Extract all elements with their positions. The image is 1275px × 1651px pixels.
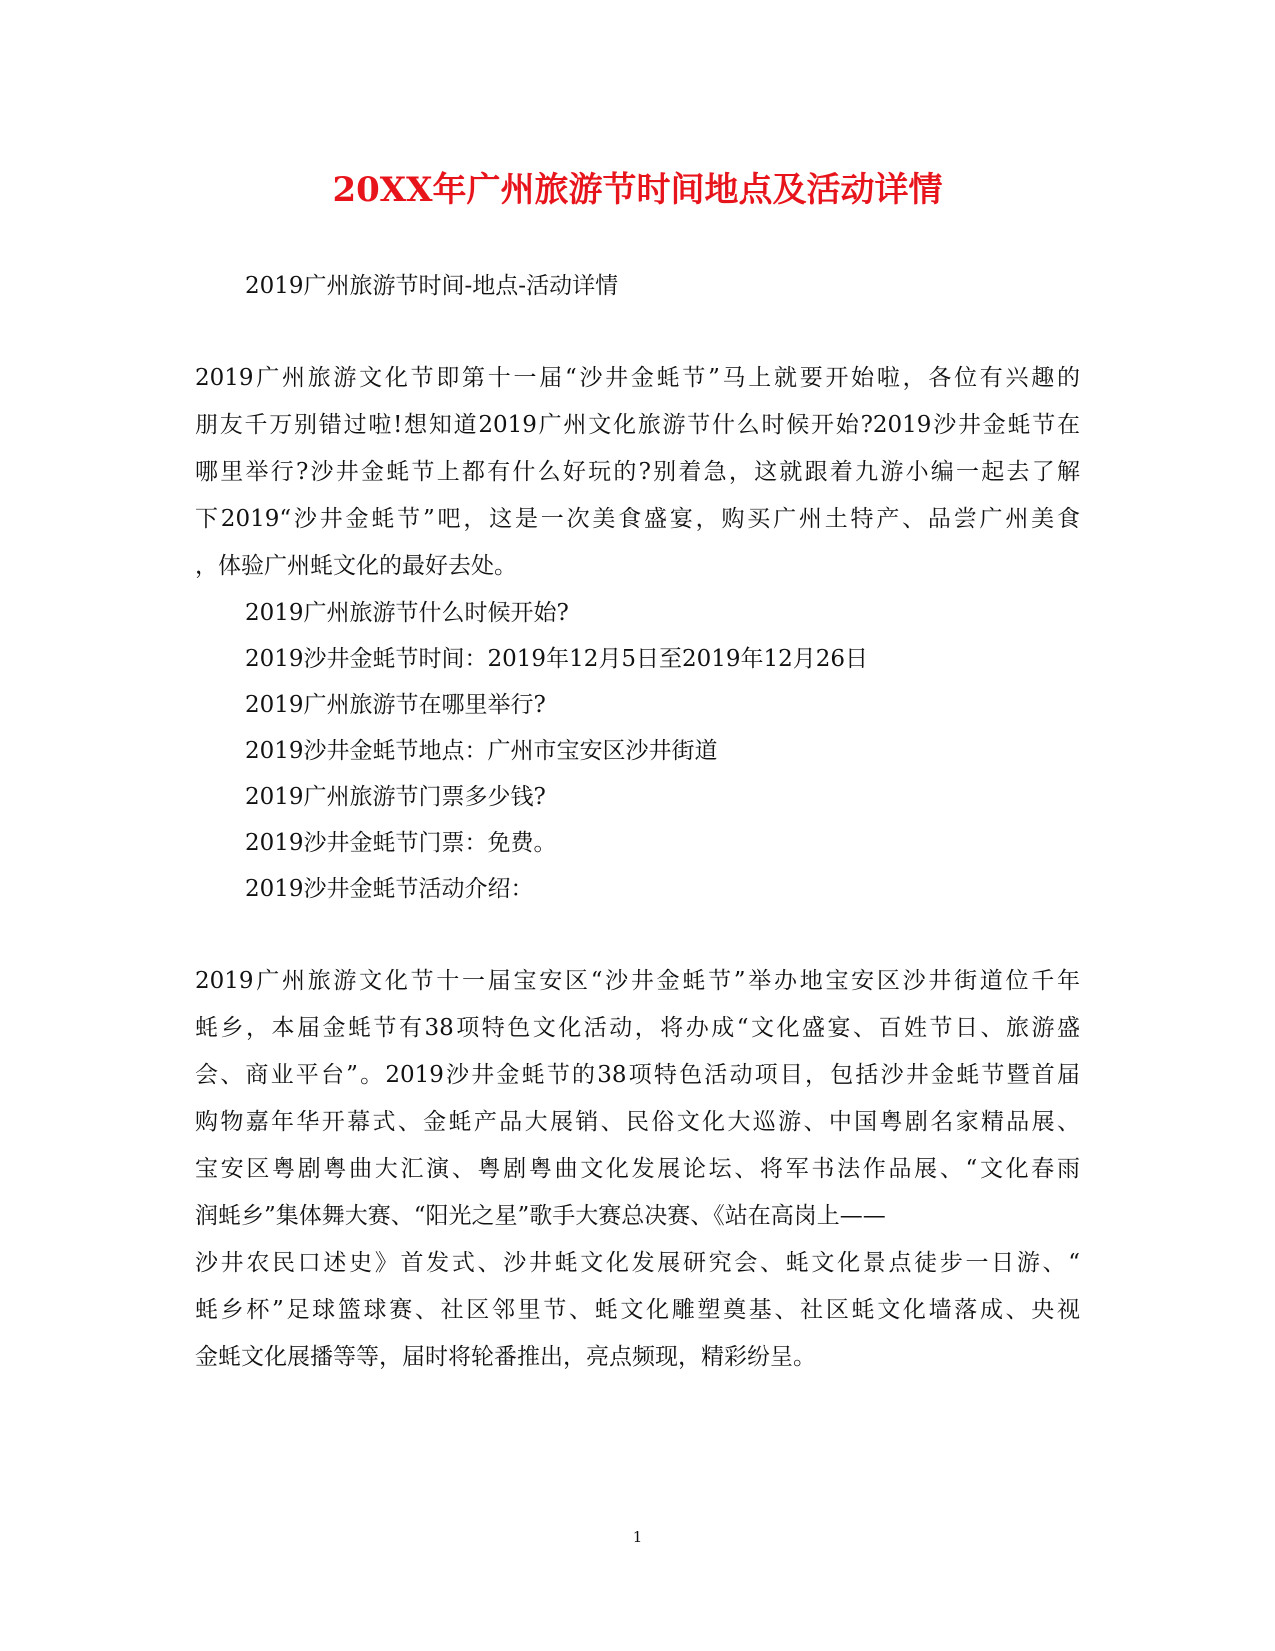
qa-line: 2019沙井金蚝节门票：免费。 xyxy=(245,830,557,856)
paragraph2-line: 金蚝文化展播等等，届时将轮番推出，亮点频现，精彩纷呈。 xyxy=(195,1344,816,1370)
page-number: 1 xyxy=(632,1528,643,1546)
paragraph2-line: 沙井农民口述史》首发式、沙井蚝文化发展研究会、蚝文化景点徒步一日游、“ xyxy=(195,1250,1080,1276)
qa-line: 2019沙井金蚝节地点：广州市宝安区沙井街道 xyxy=(245,738,718,764)
document-title: 20XX年广州旅游节时间地点及活动详情 xyxy=(332,170,943,210)
qa-line: 2019沙井金蚝节活动介绍： xyxy=(245,876,534,902)
paragraph1-line: 朋友千万别错过啦!想知道2019广州文化旅游节什么时候开始?2019沙井金蚝节在 xyxy=(195,412,1080,438)
qa-line: 2019沙井金蚝节时间：2019年12月5日至2019年12月26日 xyxy=(245,646,869,672)
paragraph2-line: 蚝乡杯”足球篮球赛、社区邻里节、蚝文化雕塑奠基、社区蚝文化墙落成、央视 xyxy=(195,1297,1080,1323)
paragraph2-line: 购物嘉年华开幕式、金蚝产品大展销、民俗文化大巡游、中国粤剧名家精品展、 xyxy=(195,1109,1080,1135)
paragraph1-line: 哪里举行?沙井金蚝节上都有什么好玩的?别着急，这就跟着九游小编一起去了解 xyxy=(195,459,1080,485)
subtitle: 2019广州旅游节时间-地点-活动详情 xyxy=(245,273,619,299)
paragraph2-line: 蚝乡，本届金蚝节有38项特色文化活动，将办成“文化盛宴、百姓节日、旅游盛 xyxy=(195,1015,1080,1041)
qa-line: 2019广州旅游节门票多少钱? xyxy=(245,784,546,810)
paragraph1-line: 下2019“沙井金蚝节”吧，这是一次美食盛宴，购买广州土特产、品尝广州美食 xyxy=(195,506,1080,532)
paragraph2-line: 2019广州旅游文化节十一届宝安区“沙井金蚝节”举办地宝安区沙井街道位千年 xyxy=(195,968,1080,994)
paragraph1-line: ，体验广州蚝文化的最好去处。 xyxy=(195,553,517,579)
paragraph2-line: 会、商业平台”。2019沙井金蚝节的38项特色活动项目，包括沙井金蚝节暨首届 xyxy=(195,1062,1080,1088)
paragraph2-line: 润蚝乡”集体舞大赛、“阳光之星”歌手大赛总决赛、《站在高岗上—— xyxy=(195,1203,886,1229)
qa-line: 2019广州旅游节在哪里举行? xyxy=(245,692,546,718)
paragraph2-line: 宝安区粤剧粤曲大汇演、粤剧粤曲文化发展论坛、将军书法作品展、“文化春雨 xyxy=(195,1156,1080,1182)
paragraph1-line: 2019广州旅游文化节即第十一届“沙井金蚝节”马上就要开始啦，各位有兴趣的 xyxy=(195,365,1080,391)
qa-line: 2019广州旅游节什么时候开始? xyxy=(245,600,569,626)
